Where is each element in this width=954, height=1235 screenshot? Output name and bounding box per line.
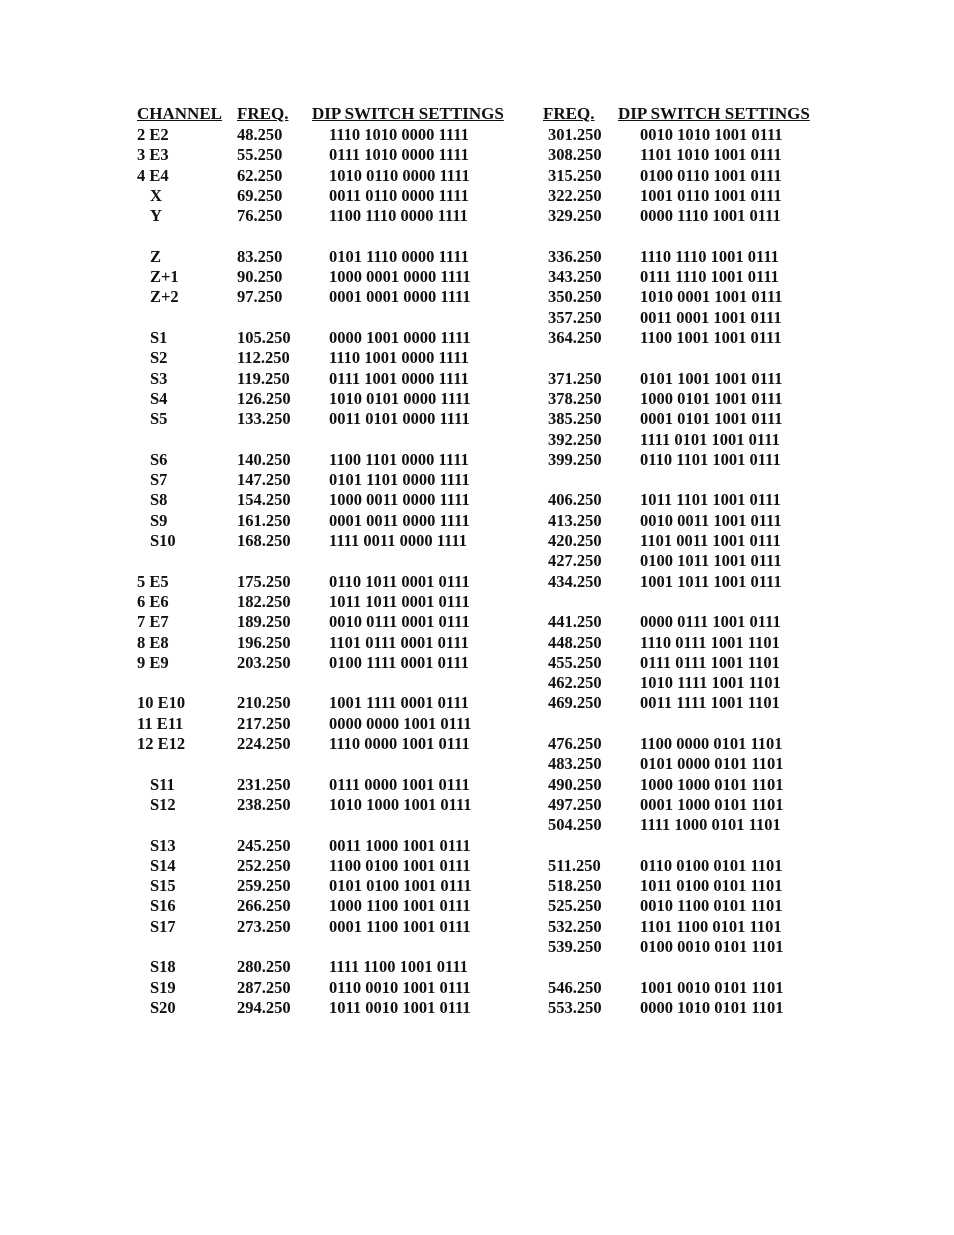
freq-cell: 119.250: [237, 368, 290, 388]
dip-setting-cell-right: 1110 1110 1001 0111: [640, 246, 779, 266]
dip-setting-cell-right: 1101 0011 1001 0111: [640, 531, 781, 550]
table-row: [0, 978, 954, 998]
freq-cell: 245.250: [237, 835, 291, 855]
freq-cell: 280.250: [237, 957, 291, 977]
dip-setting-cell-right: 0110 0100 0101 1101: [640, 855, 783, 875]
channel-cell: S2: [150, 348, 168, 368]
channel-cell: 10 E10: [137, 693, 186, 713]
freq-cell-right: 357.250: [548, 307, 602, 327]
channel-cell: 2 E2: [137, 125, 169, 144]
table-row: [0, 430, 954, 450]
dip-setting-cell: 1110 1001 0000 1111: [329, 348, 469, 368]
freq-cell-right: 518.250: [548, 876, 602, 896]
freq-cell: 210.250: [237, 693, 291, 713]
dip-setting-cell: 0100 1111 0001 0111: [329, 652, 469, 672]
channel-cell: S10: [150, 531, 176, 550]
freq-cell-right: 420.250: [548, 531, 602, 550]
header-dip-left: DIP SWITCH SETTINGS: [312, 104, 504, 123]
freq-cell: 48.250: [237, 125, 283, 144]
dip-setting-cell: 0101 1101 0000 1111: [329, 470, 470, 490]
table-row: [0, 673, 954, 693]
freq-cell-right: 490.250: [548, 774, 602, 794]
dip-setting-cell-right: 0010 1010 1001 0111: [640, 125, 783, 144]
channel-cell: S13: [150, 835, 176, 855]
dip-setting-cell-right: 1011 0100 0101 1101: [640, 876, 783, 896]
freq-cell-right: 322.250: [548, 185, 602, 205]
freq-cell: 140.250: [237, 449, 291, 469]
table-row: [0, 572, 954, 592]
freq-cell: 196.250: [237, 632, 291, 652]
header-channel: CHANNEL: [137, 104, 223, 123]
freq-cell: 252.250: [237, 855, 291, 875]
dip-setting-cell-right: 0101 1001 1001 0111: [640, 368, 783, 388]
channel-cell: 11 E11: [137, 713, 184, 733]
channel-cell: S20: [150, 997, 176, 1017]
channel-cell: S9: [150, 510, 168, 530]
freq-cell-right: 546.250: [548, 977, 602, 997]
freq-cell: 55.250: [237, 145, 283, 165]
dip-setting-cell: 0000 0000 1001 0111: [329, 713, 472, 733]
freq-cell-right: 364.250: [548, 328, 602, 347]
dip-setting-cell: 0101 1110 0000 1111: [329, 246, 469, 266]
dip-setting-cell: 1000 0001 0000 1111: [329, 267, 471, 287]
dip-setting-cell: 1000 0011 0000 1111: [329, 490, 470, 510]
channel-cell: Z: [150, 246, 162, 266]
dip-setting-cell: 1110 1010 0000 1111: [329, 125, 469, 144]
dip-setting-cell: 0011 1000 1001 0111: [329, 835, 471, 855]
channel-cell: S1: [150, 328, 168, 347]
dip-setting-cell-right: 0000 1110 1001 0111: [640, 206, 781, 226]
freq-cell: 273.250: [237, 916, 291, 936]
channel-cell: 9 E9: [137, 652, 169, 672]
table-row: [0, 308, 954, 328]
dip-setting-cell-right: 0101 0000 0101 1101: [640, 754, 784, 774]
freq-cell-right: 455.250: [548, 652, 602, 672]
freq-cell: 112.250: [237, 348, 290, 368]
channel-cell: S4: [150, 388, 168, 408]
freq-cell: 161.250: [237, 510, 291, 530]
freq-cell: 69.250: [237, 185, 283, 205]
dip-setting-cell: 1010 1000 1001 0111: [329, 794, 472, 814]
dip-setting-cell-right: 0000 0111 1001 0111: [640, 612, 781, 632]
channel-cell: Y: [150, 206, 162, 226]
table-row: [0, 896, 954, 916]
dip-setting-cell-right: 0011 1111 1001 1101: [640, 693, 780, 713]
freq-cell-right: 392.250: [548, 429, 602, 449]
freq-cell-right: 553.250: [548, 997, 602, 1017]
freq-cell-right: 371.250: [548, 368, 602, 388]
table-row: [0, 348, 954, 368]
dip-setting-cell-right: 1000 0101 1001 0111: [640, 388, 783, 408]
table-row: [0, 957, 954, 977]
table-row: [0, 328, 954, 348]
table-row: [0, 633, 954, 653]
freq-cell: 203.250: [237, 652, 291, 672]
dip-setting-cell: 0110 1011 0001 0111: [329, 571, 470, 591]
table-row: [0, 592, 954, 612]
dip-setting-cell: 0111 1001 0000 1111: [329, 368, 469, 388]
dip-setting-cell: 1101 0111 0001 0111: [329, 632, 469, 652]
table-row: [0, 856, 954, 876]
header-dip-right: DIP SWITCH SETTINGS: [618, 104, 810, 123]
freq-cell-right: 427.250: [548, 551, 602, 571]
dip-setting-cell: 0010 0111 0001 0111: [329, 612, 470, 632]
freq-cell-right: 476.250: [548, 734, 602, 753]
channel-cell: 5 E5: [137, 571, 169, 591]
table-row: [0, 795, 954, 815]
channel-cell: 12 E12: [137, 734, 186, 753]
table-row: [0, 145, 954, 165]
dip-setting-cell: 0011 0110 0000 1111: [329, 185, 469, 205]
dip-setting-cell-right: 1001 0010 0101 1101: [640, 977, 784, 997]
dip-setting-cell-right: 0011 0001 1001 0111: [640, 307, 782, 327]
channel-cell: S15: [150, 876, 176, 896]
freq-cell-right: 329.250: [548, 206, 602, 226]
dip-setting-cell-right: 0100 0010 0101 1101: [640, 937, 784, 956]
table-row: [0, 490, 954, 510]
dip-setting-cell-right: 0110 1101 1001 0111: [640, 449, 781, 469]
freq-cell: 224.250: [237, 734, 291, 753]
dip-setting-cell-right: 0111 0111 1001 1101: [640, 652, 780, 672]
freq-cell: 90.250: [237, 267, 283, 287]
table-row: [0, 267, 954, 287]
table-row: [0, 734, 954, 754]
freq-cell-right: 497.250: [548, 794, 602, 814]
dip-setting-cell-right: 0100 0110 1001 0111: [640, 165, 782, 185]
dip-setting-cell-right: 1001 1011 1001 0111: [640, 571, 782, 591]
dip-setting-cell: 1010 0101 0000 1111: [329, 388, 471, 408]
freq-cell: 259.250: [237, 876, 291, 896]
freq-cell-right: 343.250: [548, 267, 602, 287]
freq-cell-right: 399.250: [548, 449, 602, 469]
freq-cell-right: 532.250: [548, 916, 602, 936]
dip-setting-cell-right: 0001 1000 0101 1101: [640, 794, 784, 814]
freq-cell-right: 378.250: [548, 388, 602, 408]
table-row: [0, 409, 954, 429]
table-row: [0, 470, 954, 490]
freq-cell-right: 525.250: [548, 896, 602, 916]
table-row: [0, 206, 954, 226]
dip-setting-cell: 0000 1001 0000 1111: [329, 328, 471, 347]
dip-setting-cell: 1001 1111 0001 0111: [329, 693, 469, 713]
freq-cell: 168.250: [237, 531, 291, 550]
freq-cell-right: 511.250: [548, 855, 601, 875]
table-row: [0, 836, 954, 856]
channel-cell: S17: [150, 916, 176, 936]
dip-setting-cell: 1111 1100 1001 0111: [329, 957, 468, 977]
dip-setting-cell-right: 0000 1010 0101 1101: [640, 997, 784, 1017]
freq-cell-right: 469.250: [548, 693, 602, 713]
freq-cell: 182.250: [237, 591, 291, 611]
dip-setting-cell: 0001 0001 0000 1111: [329, 287, 471, 307]
dip-setting-cell: 0110 0010 1001 0111: [329, 977, 471, 997]
freq-cell-right: 504.250: [548, 815, 602, 835]
dip-setting-cell: 1010 0110 0000 1111: [329, 165, 470, 185]
channel-cell: 3 E3: [137, 145, 169, 165]
freq-cell: 189.250: [237, 612, 291, 632]
channel-cell: S7: [150, 470, 168, 490]
channel-cell: S6: [150, 449, 168, 469]
channel-cell: Z+1: [150, 267, 179, 287]
dip-setting-cell-right: 0010 0011 1001 0111: [640, 510, 782, 530]
dip-setting-cell-right: 1110 0111 1001 1101: [640, 632, 780, 652]
dip-setting-cell-right: 0100 1011 1001 0111: [640, 551, 782, 571]
freq-cell: 175.250: [237, 571, 291, 591]
freq-cell-right: 539.250: [548, 937, 602, 956]
freq-cell-right: 301.250: [548, 125, 602, 144]
table-row: [0, 775, 954, 795]
freq-cell-right: 308.250: [548, 145, 602, 165]
channel-cell: X: [150, 185, 162, 205]
freq-cell: 238.250: [237, 794, 291, 814]
header-freq-right: FREQ.: [543, 104, 595, 123]
freq-cell: 126.250: [237, 388, 291, 408]
dip-setting-cell-right: 0111 1110 1001 0111: [640, 267, 779, 287]
dip-setting-cell-right: 1101 1100 0101 1101: [640, 916, 782, 936]
table-row: [0, 998, 954, 1018]
channel-cell: S18: [150, 957, 176, 977]
dip-setting-cell-right: 1100 0000 0101 1101: [640, 734, 783, 753]
channel-cell: S16: [150, 896, 176, 916]
table-row: [0, 247, 954, 267]
freq-cell: 217.250: [237, 713, 291, 733]
table-row: [0, 287, 954, 307]
freq-cell: 147.250: [237, 470, 291, 490]
freq-cell: 287.250: [237, 977, 291, 997]
dip-setting-cell-right: 0001 0101 1001 0111: [640, 409, 783, 429]
channel-cell: S14: [150, 855, 176, 875]
channel-cell: S11: [150, 774, 175, 794]
dip-setting-cell-right: 1111 0101 1001 0111: [640, 429, 780, 449]
freq-cell: 83.250: [237, 246, 283, 266]
table-row: [0, 125, 954, 145]
freq-cell: 97.250: [237, 287, 283, 307]
dip-setting-cell: 1100 1110 0000 1111: [329, 206, 468, 226]
freq-cell-right: 350.250: [548, 287, 602, 307]
table-row: [0, 754, 954, 774]
table-row: [0, 186, 954, 206]
channel-cell: 8 E8: [137, 632, 169, 652]
freq-cell-right: 413.250: [548, 510, 602, 530]
channel-cell: 4 E4: [137, 165, 169, 185]
channel-cell: S5: [150, 409, 168, 429]
freq-cell: 133.250: [237, 409, 291, 429]
channel-cell: S19: [150, 977, 176, 997]
table-row: [0, 693, 954, 713]
table-row: [0, 815, 954, 835]
dip-setting-cell-right: 1011 1101 1001 0111: [640, 490, 781, 510]
dip-setting-cell: 1100 0100 1001 0111: [329, 855, 471, 875]
freq-cell: 76.250: [237, 206, 283, 226]
dip-setting-cell: 1011 0010 1001 0111: [329, 997, 471, 1017]
dip-setting-cell: 1110 0000 1001 0111: [329, 734, 470, 753]
channel-cell: S8: [150, 490, 168, 510]
freq-cell: 266.250: [237, 896, 291, 916]
freq-cell: 154.250: [237, 490, 291, 510]
dip-setting-cell-right: 1000 1000 0101 1101: [640, 774, 784, 794]
table-row: [0, 166, 954, 186]
freq-cell-right: 462.250: [548, 673, 602, 693]
table-row: [0, 227, 954, 247]
table-row: [0, 389, 954, 409]
freq-cell-right: 448.250: [548, 632, 602, 652]
dip-setting-cell: 0101 0100 1001 0111: [329, 876, 472, 896]
table-row: [0, 450, 954, 470]
table-row: [0, 369, 954, 389]
dip-setting-cell: 1100 1101 0000 1111: [329, 449, 469, 469]
freq-cell-right: 441.250: [548, 612, 602, 632]
channel-cell: S3: [150, 368, 168, 388]
channel-cell: S12: [150, 794, 176, 814]
dip-setting-cell-right: 1101 1010 1001 0111: [640, 145, 782, 165]
table-row: [0, 531, 954, 551]
table-row: [0, 876, 954, 896]
dip-setting-cell: 1011 1011 0001 0111: [329, 591, 470, 611]
dip-setting-cell: 0111 0000 1001 0111: [329, 774, 470, 794]
header-freq-left: FREQ.: [237, 104, 289, 123]
channel-cell: 6 E6: [137, 591, 169, 611]
dip-setting-cell: 0111 1010 0000 1111: [329, 145, 469, 165]
table-row: [0, 653, 954, 673]
dip-setting-cell-right: 1010 1111 1001 1101: [640, 673, 781, 693]
freq-cell-right: 483.250: [548, 754, 602, 774]
freq-cell-right: 434.250: [548, 571, 602, 591]
dip-setting-cell: 0001 1100 1001 0111: [329, 916, 471, 936]
freq-cell: 294.250: [237, 997, 291, 1017]
table-row: [0, 511, 954, 531]
dip-setting-cell: 0001 0011 0000 1111: [329, 510, 470, 530]
dip-setting-cell-right: 1100 1001 1001 0111: [640, 328, 782, 347]
channel-cell: 7 E7: [137, 612, 169, 632]
dip-setting-cell-right: 1111 1000 0101 1101: [640, 815, 781, 835]
freq-cell: 105.250: [237, 328, 291, 347]
freq-cell-right: 315.250: [548, 165, 602, 185]
freq-cell: 62.250: [237, 165, 283, 185]
dip-setting-cell: 1111 0011 0000 1111: [329, 531, 468, 550]
dip-setting-cell-right: 1010 0001 1001 0111: [640, 287, 783, 307]
dip-setting-cell-right: 1001 0110 1001 0111: [640, 185, 782, 205]
table-row: [0, 714, 954, 734]
freq-cell-right: 336.250: [548, 246, 602, 266]
freq-cell: 231.250: [237, 774, 291, 794]
dip-setting-cell: 1000 1100 1001 0111: [329, 896, 471, 916]
channel-cell: Z+2: [150, 287, 179, 307]
table-row: [0, 612, 954, 632]
table-row: [0, 937, 954, 957]
dip-setting-cell: 0011 0101 0000 1111: [329, 409, 470, 429]
table-row: [0, 551, 954, 571]
table-row: [0, 917, 954, 937]
dip-setting-cell-right: 0010 1100 0101 1101: [640, 896, 783, 916]
freq-cell-right: 385.250: [548, 409, 602, 429]
freq-cell-right: 406.250: [548, 490, 602, 510]
